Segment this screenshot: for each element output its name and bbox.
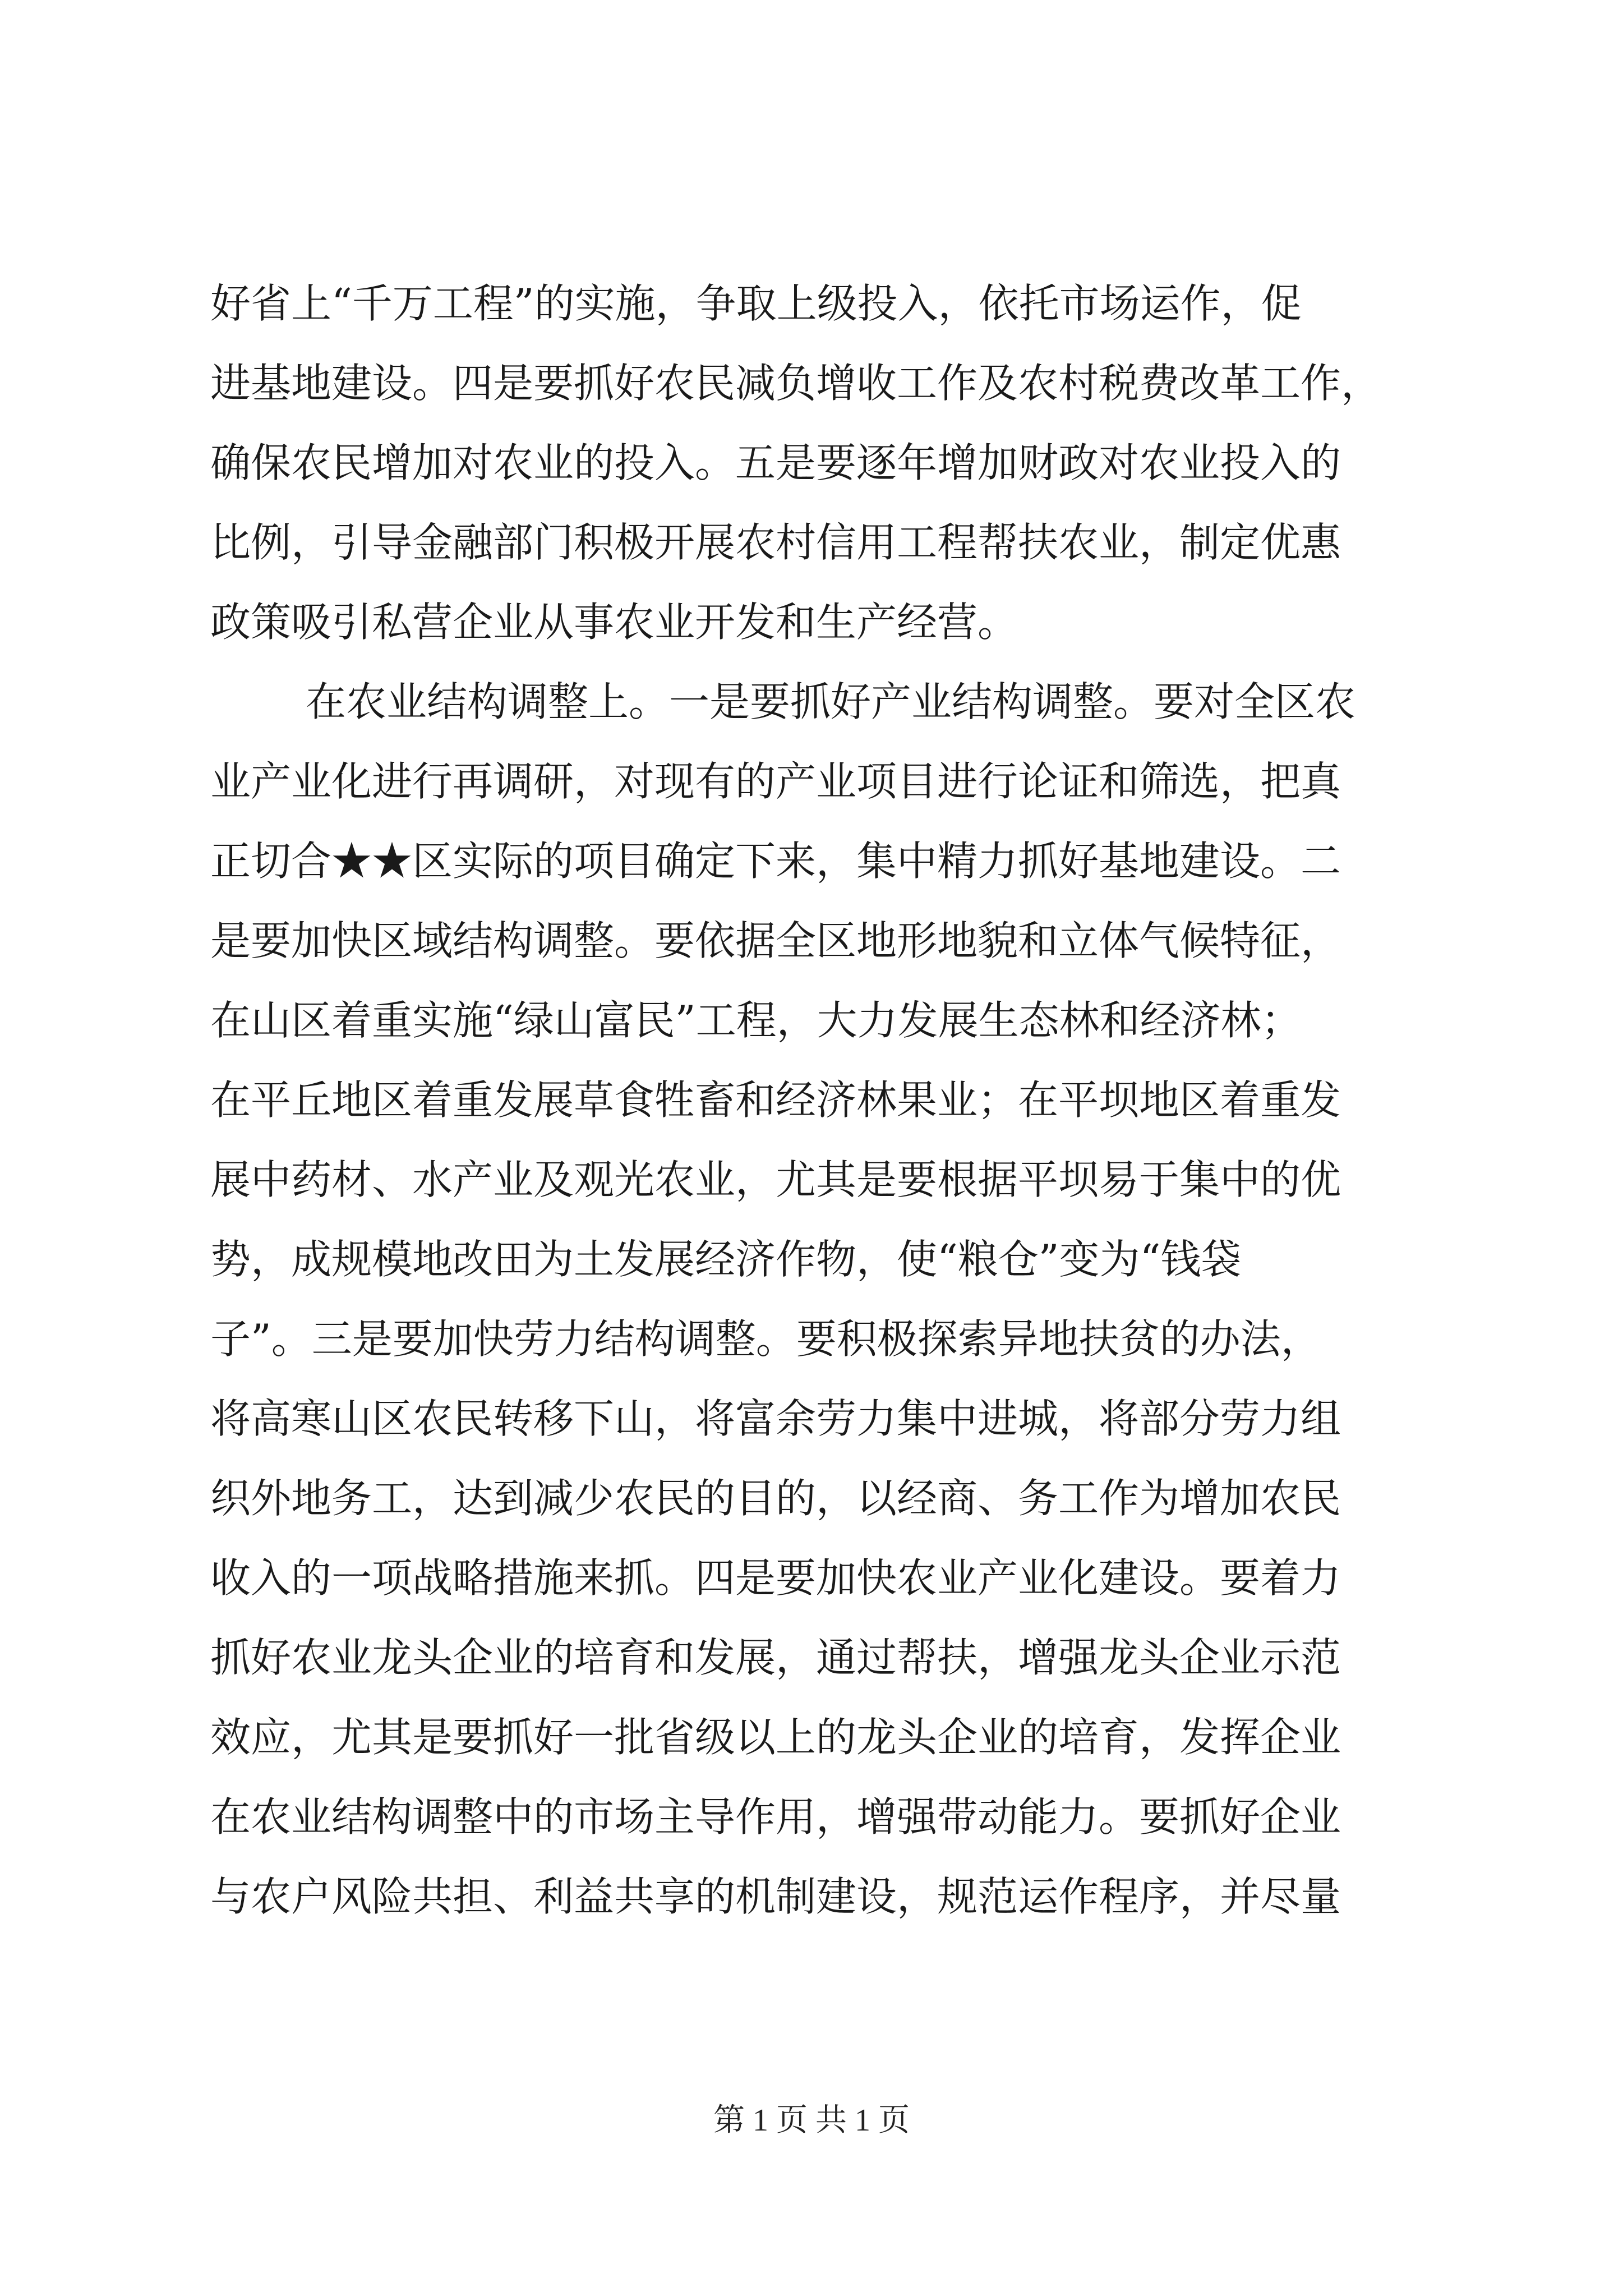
text-line: 好省上“千万工程”的实施，争取上级投入，依托市场运作，促 <box>210 280 1302 327</box>
text-line: 势，成规模地改田为土发展经济作物，使“粮仓”变为“钱袋 <box>210 1236 1242 1283</box>
text-line: 政策吸引私营企业从事农业开发和生产经营。 <box>210 599 1018 646</box>
text-line: 是要加快区域结构调整。要依据全区地形地貌和立体气候特征， <box>210 917 1341 964</box>
text-line: 进基地建设。四是要抓好农民减负增收工作及农村税费改革工作， <box>210 360 1382 407</box>
paragraph-start-line: 在农业结构调整上。一是要抓好产业结构调整。要对全区农 <box>306 678 1356 725</box>
text-line: 将高寒山区农民转移下山，将富余劳力集中进城，将部分劳力组 <box>210 1395 1341 1442</box>
text-line: 效应，尤其是要抓好一批省级以上的龙头企业的培育，发挥企业 <box>210 1714 1341 1761</box>
text-line: 确保农民增加对农业的投入。五是要逐年增加财政对农业投入的 <box>210 439 1341 486</box>
page-footer <box>0 2098 1623 2143</box>
text-line: 抓好农业龙头企业的培育和发展，通过帮扶，增强龙头企业示范 <box>210 1634 1341 1681</box>
text-line: 在平丘地区着重发展草食牲畜和经济林果业；在平坝地区着重发 <box>210 1076 1341 1124</box>
text-line: 在山区着重实施“绿山富民”工程，大力发展生态林和经济林； <box>210 997 1302 1044</box>
page-number-label: 第 1 页 共 1 页 <box>713 2103 910 2138</box>
text-line: 比例，引导金融部门积极开展农村信用工程帮扶农业，制定优惠 <box>210 519 1341 566</box>
text-line: 织外地务工，达到减少农民的目的，以经商、务工作为增加农民 <box>210 1475 1341 1522</box>
text-line: 收入的一项战略措施来抓。四是要加快农业产业化建设。要着力 <box>210 1554 1341 1602</box>
text-line: 业产业化进行再调研，对现有的产业项目进行论证和筛选，把真 <box>210 758 1341 805</box>
text-line: 在农业结构调整中的市场主导作用，增强带动能力。要抓好企业 <box>210 1793 1341 1841</box>
text-line: 子”。三是要加快劳力结构调整。要积极探索异地扶贫的办法， <box>210 1315 1321 1363</box>
text-line: 展中药材、水产业及观光农业，尤其是要根据平坝易于集中的优 <box>210 1156 1341 1203</box>
text-line: 正切合★★区实际的项目确定下来，集中精力抓好基地建设。二 <box>210 838 1341 885</box>
document-body <box>210 264 1444 1936</box>
text-line: 与农户风险共担、利益共享的机制建设，规范运作程序，并尽量 <box>210 1873 1341 1920</box>
